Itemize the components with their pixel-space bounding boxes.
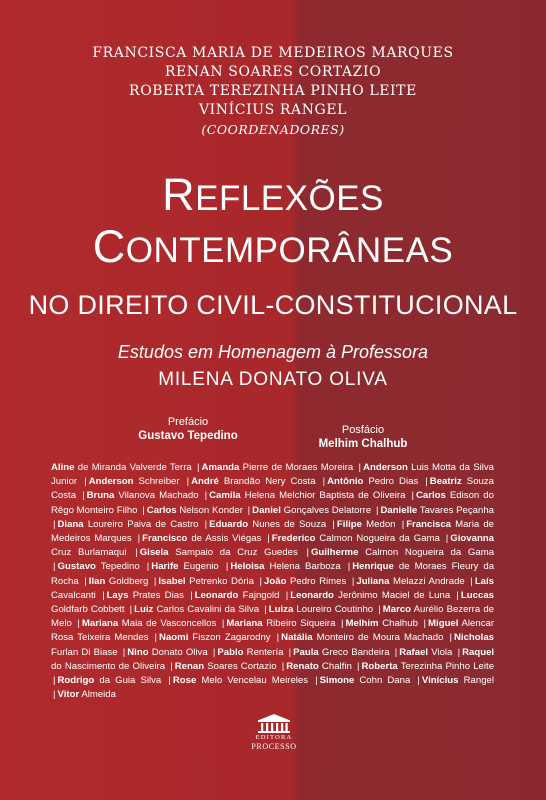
separator: | <box>358 462 362 473</box>
separator: | <box>190 589 193 601</box>
separator: | <box>225 561 229 573</box>
postface-block <box>288 423 438 452</box>
contributor-name: Melhim Chalhub <box>345 618 418 630</box>
contributor-name: Isabel Petrenko Dória <box>158 575 254 587</box>
contributor-name: Mariana Ribeiro Siqueira <box>226 618 336 630</box>
title-line-3: NO DIREITO CIVIL-CONSTITUCIONAL <box>28 290 518 320</box>
separator: | <box>84 575 87 587</box>
contributor-name: Guilherme Calmon Nogueira da Gama <box>310 547 495 559</box>
separator: | <box>470 575 473 587</box>
publisher-name: PROCESSO <box>251 742 297 751</box>
separator: | <box>77 618 80 630</box>
separator: | <box>53 675 56 687</box>
separator: | <box>276 632 280 644</box>
publisher-logo <box>249 712 299 754</box>
separator: | <box>449 632 452 644</box>
contributor-name: Henrique de Moraes Fleury da Rocha <box>51 561 495 587</box>
contributor-name: Anderson Luis Motta da Silva Junior <box>51 462 494 488</box>
contributor-name: Camila Helena Melchior Baptista de Oliveira <box>209 490 406 502</box>
separator: | <box>288 646 292 658</box>
separator: | <box>53 689 56 701</box>
separator: | <box>315 675 318 687</box>
contributor-name: Natália Monteiro de Moura Machado <box>281 632 444 644</box>
separator: | <box>394 646 398 658</box>
separator: | <box>122 646 126 658</box>
postface-label: Posfácio <box>341 424 385 436</box>
contributor-name: Antônio Pedro Dias <box>327 476 419 488</box>
contributor-name: Aline de Miranda Valverde Terra <box>51 462 192 473</box>
contributor-name: Paula Greco Bandeira <box>293 646 390 658</box>
separator: | <box>247 504 251 516</box>
contributor-name: Nino Donato Oliva <box>127 646 208 658</box>
contributor-name: Luiz Carlos Cavalini da Silva <box>134 604 260 616</box>
subtitle-line-1: Estudos em Homenagem à Professora <box>117 342 429 362</box>
preface-label: Prefácio <box>167 416 209 428</box>
contributor-name: Amanda Pierre de Moraes Moreira <box>201 462 354 473</box>
contributor-name: Leonardo Jerônimo Maciel de Luna <box>290 589 451 601</box>
separator: | <box>378 604 381 616</box>
coordinators-role: (COORDENADORES) <box>201 122 345 137</box>
separator: | <box>212 646 216 658</box>
separator: | <box>281 660 285 672</box>
contributor-name: Nicholas Furlan Di Biase <box>51 632 494 658</box>
separator: | <box>154 632 158 644</box>
contributor-name: Naomi Fiszon Zagarodny <box>159 632 271 644</box>
contributor-name: Mariana Maia de Vasconcellos <box>81 618 217 630</box>
separator: | <box>197 462 200 473</box>
separator: | <box>53 561 56 573</box>
separator: | <box>82 490 85 502</box>
title-line-1: REFLEXÕES <box>162 169 384 220</box>
separator: | <box>84 476 87 488</box>
contributor-name: Carlos Nelson Konder <box>146 504 243 516</box>
separator: | <box>221 618 225 630</box>
contributor-name: Renato Chalfin <box>286 660 352 672</box>
separator: | <box>306 547 309 559</box>
contributor-name: Rodrigo da Guia Silva <box>57 675 162 687</box>
contributor-name: Danielle Tavares Peçanha <box>380 504 494 516</box>
separator: | <box>425 476 428 488</box>
separator: | <box>411 490 414 502</box>
contributor-name: Rafael Viola <box>399 646 453 658</box>
contributor-name: Harife Eugenio <box>151 561 219 573</box>
separator: | <box>142 504 145 516</box>
contributor-name: Francisca Maria de Medeiros Marques <box>51 518 495 545</box>
separator: | <box>351 575 355 587</box>
separator: | <box>186 476 190 488</box>
separator: | <box>423 618 427 630</box>
contributor-name: Rose Melo Vencelau Meireles <box>172 675 309 687</box>
contributor-name: Laís Cavalcanti <box>51 575 495 601</box>
contributor-name: Vitor Almeida <box>57 689 116 701</box>
separator: | <box>129 604 133 616</box>
coordinator-name: RENAN SOARES CORTAZIO <box>164 64 382 80</box>
separator: | <box>267 533 270 545</box>
separator: | <box>204 518 208 530</box>
contributor-name: Lays Prates Dias <box>106 589 184 601</box>
separator: | <box>53 518 56 530</box>
contributor-name: Filipe Medon <box>336 518 396 530</box>
contributors-list <box>51 461 494 702</box>
contributor-name: Carlos Edison do Rêgo Monteiro Filho <box>51 490 494 516</box>
contributor-name: Beatriz Souza Costa <box>51 476 495 502</box>
contributor-name: Giovanna Cruz Burlamaqui <box>51 533 494 559</box>
contributor-name: Vinícius Rangel <box>421 675 494 687</box>
contributor-name: Francisco de Assis Viégas <box>142 533 262 545</box>
contributor-name: Raquel do Nascimento de Oliveira <box>51 646 495 672</box>
separator: | <box>341 618 344 630</box>
contributor-name: Marco Aurélio Bezerra de Melo <box>51 604 494 630</box>
contributor-name: Leonardo Fajngold <box>194 589 280 601</box>
coordinators-block <box>0 44 546 139</box>
separator: | <box>153 575 157 587</box>
contributor-name: Luccas Goldfarb Cobbett <box>51 589 494 616</box>
preface-block <box>113 415 263 444</box>
contributor-name: Ilan Goldberg <box>88 575 149 587</box>
title-line-2: CONTEMPORÂNEAS <box>92 221 454 272</box>
separator: | <box>322 476 326 488</box>
separator: | <box>417 675 420 687</box>
separator: | <box>456 589 459 601</box>
contributor-name: Diana Loureiro Paiva de Castro <box>57 518 199 530</box>
separator: | <box>285 589 289 601</box>
honoree-name: MILENA DONATO OLIVA <box>158 369 388 390</box>
separator: | <box>168 675 171 687</box>
coordinator-name: ROBERTA TEREZINHA PINHO LEITE <box>129 83 417 99</box>
separator: | <box>137 533 141 545</box>
contributor-name: Daniel Gonçalves Delatorre <box>252 504 372 516</box>
contributor-name: Anderson Schreiber <box>88 476 180 488</box>
contributor-name: Gustavo Tepedino <box>57 561 140 573</box>
contributor-name: Roberta Terezinha Pinho Leite <box>361 660 495 672</box>
separator: | <box>102 589 105 601</box>
separator: | <box>204 490 208 502</box>
separator: | <box>170 660 173 672</box>
separator: | <box>457 646 461 658</box>
separator: | <box>401 518 405 530</box>
contributor-name: Simone Cohn Dana <box>319 675 411 687</box>
publisher-label: EDITORA <box>255 734 293 741</box>
separator: | <box>264 604 267 616</box>
separator: | <box>347 561 351 573</box>
contributor-name: Renan Soares Cortazio <box>174 660 277 672</box>
contributor-name: André Brandão Nery Costa <box>191 476 316 488</box>
coordinator-name: FRANCISCA MARIA DE MEDEIROS MARQUES <box>92 45 454 61</box>
building-columns-icon <box>249 712 299 734</box>
postface-author: Melhim Chalhub <box>318 438 408 450</box>
contributor-name: Gisela Sampaio da Cruz Guedes <box>139 547 298 559</box>
contributor-name: Miguel Alencar Rosa Teixeira Mendes <box>51 618 495 644</box>
separator: | <box>332 518 335 530</box>
separator: | <box>259 575 263 587</box>
separator: | <box>146 561 150 573</box>
contributor-name: Eduardo Nunes de Souza <box>209 518 327 530</box>
contributor-name: Frederico Calmon Nogueira da Gama <box>271 533 440 545</box>
separator: | <box>356 660 360 672</box>
contributor-name: Pablo Rentería <box>217 646 284 658</box>
separator: | <box>375 504 379 516</box>
separator: | <box>445 533 449 545</box>
contributor-name: João Pedro Rimes <box>264 575 347 587</box>
contributor-name: Bruna Vilanova Machado <box>86 490 199 502</box>
contributor-name: Juliana Melazzi Andrade <box>356 575 465 587</box>
preface-author: Gustavo Tepedino <box>138 430 238 442</box>
separator: | <box>135 547 138 559</box>
contributor-name: Luiza Loureiro Coutinho <box>268 604 374 616</box>
contributor-name: Heloisa Helena Barboza <box>230 561 341 573</box>
coordinator-name: VINÍCIUS RANGEL <box>198 102 348 118</box>
